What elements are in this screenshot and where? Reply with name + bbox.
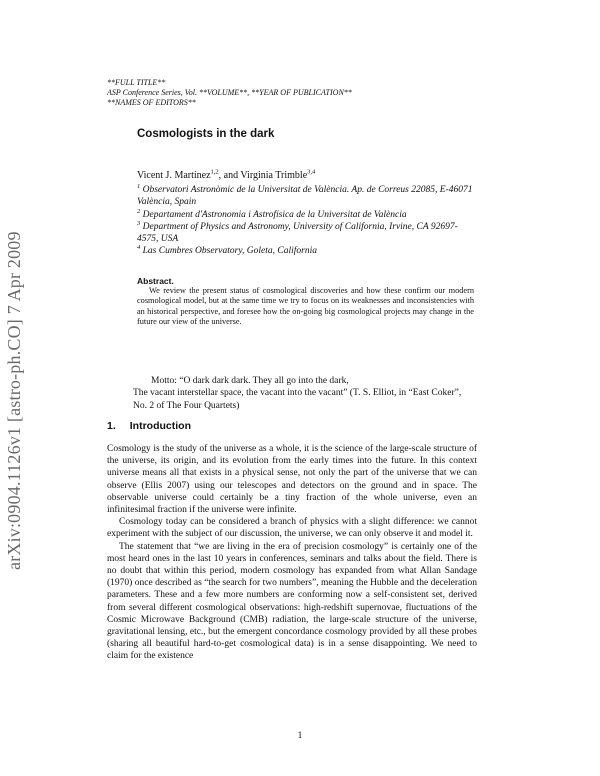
body-text: [107, 443, 477, 663]
paragraph: The statement that “we are living in the era of precision cosmology” is certainly one of the most heard ones in the last 10 years in conferences, seminars and talks about the field. There is no doubt that within this period, modern cosmology has expanded from what Allan Sandage (1970) once described as “the search for two numbers”, meaning the Hubble and the deceleration parameters. These and a few more numbers are conforming now a self-consistent set, derived from several different cosmological observations: high-redshift supernovae, fluctuations of the Cosmic Microwave Background (CMB) radiation, the large-scale structure of the universe, gravitational lensing, etc., but the emergent concordance cosmology provided by all these probes (sharing all beautiful hard-to-get cosmological data) is in a sense disappointing. We need to claim for the existence: [107, 541, 477, 662]
paragraph: Cosmology today can be considered a branch of physics with a slight difference: we cannot experiment with the subject of our discussion, the universe, we can only observe it and model it.: [107, 517, 477, 540]
page-number: 1: [297, 731, 303, 741]
section-heading: [107, 420, 191, 432]
header-line-2: ASP Conference Series, Vol. **VOLUME**, **YEAR OF PUBLICATION**: [107, 88, 352, 97]
affiliation: $^3$ Department of Physics and Astronomy, University of California, Irvine, CA 92697-4575, USA: [137, 219, 458, 245]
header-line-3: **NAMES OF EDITORS**: [107, 98, 196, 107]
author-2-affil: 3,4: [307, 168, 316, 176]
affiliations: [137, 184, 477, 258]
arxiv-stamp: arXiv:0904.1126v1 [astro-ph.CO] 7 Apr 2009: [4, 231, 24, 570]
motto-line-2: The vacant interstellar space, the vacant into the vacant” (T. S. Elliot, in “East Coker”, No. 2 of The Four Quartets): [133, 388, 462, 411]
paragraph: Cosmology is the study of the universe as a whole, it is the science of the large-scale structure of the universe, its origin, and its evolution from the early times into the future. In this context universe means all that exists in a physical sense, not only the part of the universe that we can observe (Ellis 2007) using our telescopes and detectors on the ground and in space. The observable universe could certainly be a tiny fraction of the whole universe, even an infinitesimal fraction if the universe were infinite.: [107, 444, 477, 516]
affiliation: $^4$ Las Cumbres Observatory, Goleta, California: [137, 244, 317, 257]
abstract-heading: Abstract.: [137, 276, 174, 286]
abstract-text: We review the present status of cosmological discoveries and how these confirm our modern cosmological model, but at the same time we try to focus on its weaknesses and inconsistencies with an historical perspective, and foresee how the on-going big cosmological projects may change in the future our view of the universe.: [137, 286, 474, 326]
author-1-affil: 1,2: [210, 168, 219, 176]
section-title: Introduction: [129, 420, 192, 432]
header-line-1: **FULL TITLE**: [107, 78, 166, 87]
author-1: Vicent J. Martínez: [137, 170, 211, 181]
conference-header: [107, 78, 352, 108]
motto-line-1: Motto: “O dark dark dark. They all go into the dark,: [151, 376, 349, 386]
author-separator: , and Virginia Trimble: [218, 170, 308, 181]
motto: [133, 375, 473, 412]
paper-title: Cosmologists in the dark: [137, 128, 275, 140]
authors: [137, 170, 315, 181]
affiliation: $^2$ Departament d'Astronomia i Astrofísica de la Universitat de València: [137, 207, 407, 220]
affiliation: $^1$ Observatori Astronòmic de la Universitat de València. Ap. de Correus 22085, E-46071 València, Spain: [137, 182, 473, 208]
section-number: 1.: [107, 420, 116, 432]
